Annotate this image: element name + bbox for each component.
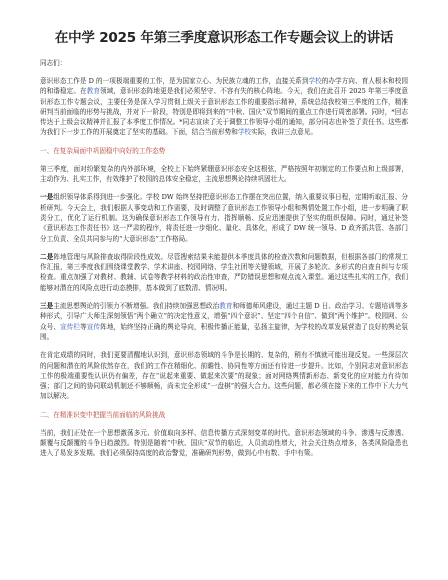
- intro-text-c: 领域，意识形态阵地更是我们必须坚守、不容有失的核心阵地。今天，我们在此召开 2025 年第三季度意识形态工作专题会议，主要任务是深入学习贯彻上级关于意识形态工作的重要指示精神，系统总结我校第三季度的工作，精准研判当前面临的形势与挑战，并对下一阶段，特别是即将到来的“中秋、国庆”双节期间的重点工作进行周密部署。同时，*回志传达于上级会议精神并汇报了本季度工作情况。*同志宣读了关于调整工作领导小组的通知，部分同志也补签了责任书。这些都为我们下一步工作的开展奠定了坚实的基础。下面，结合当前形势和: [40, 87, 408, 137]
- point-3-lead: 三是: [40, 302, 54, 311]
- point-3-text-d: 阵地，始终坚持正确的舆论导向，积极传播正能量，弘扬主旋律，为学校的改革发展营造了良好的舆论氛围。: [40, 322, 409, 341]
- point-1-lead: 一是: [40, 193, 54, 202]
- section-1-paragraph-1: 第三季度，面对纷繁复杂的内外部环境，全校上下始终紧绷意识形态安全这根弦，严格按照年初制定的工作要点和上级部署，主动作为、扎实工作，有效维护了校园的总体安全稳定，主流思想舆论持续巩固壮大。: [40, 164, 408, 184]
- point-3-text-a: 主流思想舆论的引领力不断增强。我们持续加强思想政治: [53, 302, 220, 311]
- education-link-1[interactable]: 教育: [86, 87, 101, 96]
- document-title: 在中学 2025 年第三季度意识形态工作专题会议上的讲话: [54, 30, 394, 46]
- point-1-text: 组织领导体系得到进一步强化。学校 DW 始终坚持把意识形态工作摆在突出位置，纳入重要议事日程，定期听取汇报、分析研判。今天会上，我们根据人事变动和工作需要，及时调整了意识形态工作领导小组和舆情处置工作小组，进一步明确了职责分工，优化了运行机制。这为确保意识形态工作领导有力、指挥顺畅、反应迅速提供了坚实的组织保障。同时，通过补签《意识形态工作责任书》这一严肃的程序，将责任进一步细化、量化、具体化，形成了 DW 统一领导、D 政齐抓共管、各部门分工负责、全员共同参与的“大意识形态”工作格局。: [40, 193, 408, 243]
- section-2-heading: 二、在精准识变中把握当前面临的风险挑战: [40, 410, 166, 419]
- point-3-text-c: 等: [80, 322, 87, 331]
- point-2-lead: 二是: [40, 252, 54, 261]
- section-1-paragraph-2: [40, 192, 408, 243]
- section-1-heading: 一、在复杂局面中巩固稳中向好的工作态势: [40, 146, 166, 155]
- intro-text-b: 的办学方向、育人根本和校园的和谐稳定。在: [40, 77, 409, 96]
- section-1-paragraph-3: [40, 252, 408, 293]
- intro-text-d: 实际，我讲三点意见。: [251, 128, 317, 137]
- publicity-link[interactable]: 宣传: [86, 322, 101, 331]
- school-link-2[interactable]: 学校: [237, 128, 251, 137]
- point-2-text: 阵地管理与风险排查取得阶段性成效。尽管搜索结果未能提供本季度具体的检查次数和问题数据，但根据各部门的常规工作汇报，第三季度我们围绕课堂教学、学术讲座、校园网络、学生社团等关键领域，开展了多轮次、多形式的自查自纠与专项检查。重点加强了对教材、教辅、试卷等教学材料的政治性审查，严防错误思想和观点流入课堂。通过这些扎实的工作，我们能够对潜在的风险点进行动态摸排，基本做到了底数清、情况明。: [40, 252, 409, 292]
- school-link-1[interactable]: 学校: [308, 77, 322, 85]
- education-link-2[interactable]: 教育: [219, 302, 233, 311]
- section-1-paragraph-5: 在肯定成绩的同时，我们更要清醒地认识到，意识形态领域的斗争是长期的、复杂的，稍有不慎就可能出现反复。一些深层次的问题和潜在的风险依然存在，我们的工作在精细化、前瞻性、协同性等方面还有待进一步提升。比如，个别同志对意识形态工作的极端重要性认识仍有偏差，存在“说起来重要、做起来次要”的现象；面对网络舆情新形态、新变化的应对能力有待加强；部门之间的协同联动机制还不够顺畅，尚未完全形成“一盘棋”的强大合力。这些问题，都必须在接下来的工作中下大力气加以解决。: [40, 351, 408, 401]
- point-3-text-b: 和师德师风建设，通过主题 D 日、政治学习、专题培训等多种形式，引导广大师生深刻领悟“两个确立”的决定性意义，增强“四个意识”、坚定“四个自信”、做到“两个维护”。校园网、公众号、: [40, 302, 409, 331]
- section-2-paragraph-1: 当前，我们正处在一个思想激荡多元、价值取向多样、信息传播方式深刻变革的时代。意识形态领域的斗争、渗透与反渗透、颠覆与反颠覆的斗争日趋激烈。特别是随着“中秋、国庆”双节的临近，人员流动性增大，社会关注热点增多，各类风险隐患也进入了易发多发期。我们必须保持高度的政治警觉，准确研判形势，做到心中有数、手中有策。: [40, 428, 408, 458]
- section-1-paragraph-4: [40, 301, 408, 342]
- salutation: 同志们：: [40, 59, 67, 67]
- bulletin-board-link[interactable]: 宣传栏: [60, 322, 81, 331]
- intro-paragraph: [40, 76, 408, 138]
- intro-text-a: 意识形态工作是 D 的一项极端重要的工作，是为国家立心、为民族立魂的工作，直接关系到: [40, 77, 309, 85]
